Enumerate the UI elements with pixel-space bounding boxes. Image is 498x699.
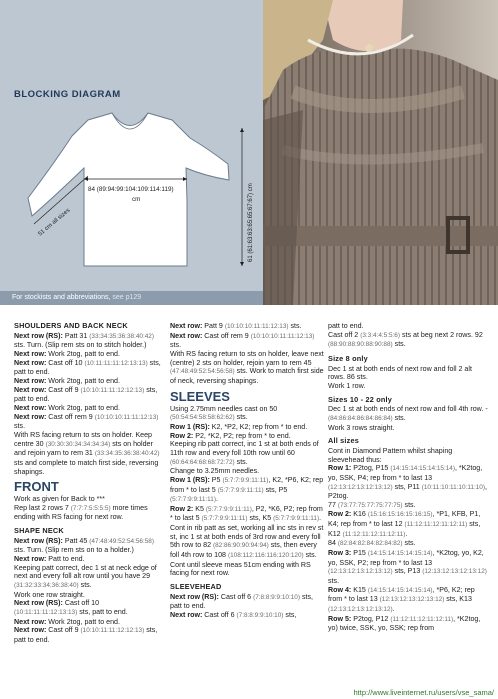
instruction-text: Change to 3.25mm needles.: [170, 467, 260, 476]
instruction-text: sts, K5: [247, 514, 274, 523]
bust-unit: cm: [132, 196, 141, 203]
caption-text: For stockists and abbreviations,: [12, 294, 111, 301]
size-figures: (11:12:11:12:11:12:11): [404, 521, 468, 529]
instruction-line: [14, 564, 164, 591]
size-figures: (10:11:11:11:12:13:13): [84, 359, 148, 367]
row-label: Next row:: [170, 611, 203, 620]
instruction-line: [170, 611, 324, 621]
instruction-line: [14, 350, 164, 359]
row-label: Next row:: [14, 376, 47, 385]
instruction-line: [328, 464, 488, 501]
instruction-text: Work 2tog, patt to end.: [46, 617, 120, 626]
instruction-text: Cast off rem 9: [46, 412, 95, 421]
instruction-text: Patt to end.: [46, 555, 85, 564]
instruction-text: P2, *K2, P2; rep from * to end.: [193, 431, 291, 440]
size-figures: (12:13:12:13:12:13:12): [328, 483, 393, 491]
row-label: Next row:: [14, 385, 47, 394]
row-label: Row 5:: [328, 614, 352, 623]
length-measure: 61 (61:63:63:65:65:67:67) cm: [248, 183, 254, 262]
stockists-caption: [0, 291, 263, 305]
row-label: Next row:: [14, 403, 47, 412]
row-label: Next row:: [170, 331, 203, 340]
instruction-text: P5: [209, 475, 223, 484]
instruction-text: P2tog, P12: [351, 614, 391, 623]
instruction-text: sts.: [328, 577, 340, 586]
sweater-diagram: [0, 0, 263, 291]
size-figures: (47:48:49:52:54:56:58): [89, 537, 154, 545]
instruction-line: [14, 504, 164, 522]
size-figures: (5:7:7:9:9:11:11): [201, 515, 248, 523]
instruction-line: [328, 501, 488, 511]
size-figures: (14:15:14:15:14:15:14): [390, 465, 455, 473]
instruction-line: [328, 586, 488, 615]
row-label: Next row:: [14, 349, 47, 358]
instruction-text: , P2, *K6, P2; rep from * to last 5: [170, 504, 323, 523]
instruction-text: .: [319, 514, 322, 523]
size-figures: (12:13:12:13:12:13:12): [328, 606, 393, 614]
instruction-text: sts, then every foll 4th row to 108: [170, 541, 317, 560]
instruction-line: [328, 405, 488, 423]
instruction-text: K5: [193, 504, 206, 513]
row-label: Next row (RS):: [170, 592, 219, 601]
size-figures: (7:8:8:9:9:10:10): [236, 612, 284, 620]
instruction-text: sts.: [234, 457, 248, 466]
instruction-text: Work one row straight.: [14, 590, 85, 599]
instruction-line: [14, 537, 164, 555]
instruction-text: , *K2tog, yo) twice, SSK, yo, SSK; rep from: [328, 614, 481, 633]
instruction-line: [14, 332, 164, 350]
size-figures: (82:86:90:90:94:94): [212, 542, 269, 550]
size-figures: (14:15:14:15:14:15:14): [367, 550, 433, 558]
instruction-line: [170, 593, 324, 611]
row-label: Row 4:: [328, 585, 352, 594]
size-figures: (47:48:49:52:54:56:58): [170, 368, 235, 376]
size-figures: (50:54:54:58:58:62:62): [170, 414, 235, 422]
instruction-line: [14, 377, 164, 386]
instruction-text: patt to end.: [328, 322, 364, 330]
instruction-text: Work 2tog, patt to end.: [46, 403, 120, 412]
instruction-text: sts on holder and rejoin yarn to rem 31: [14, 439, 153, 458]
row-label: Row 2:: [170, 504, 194, 513]
size-figures: (10:10:10:11:11:12:13): [250, 332, 315, 340]
size-figures: (10:10:10:11:11:12:13): [224, 323, 289, 330]
instruction-text: .: [215, 495, 218, 504]
instruction-line: [328, 615, 488, 633]
instruction-text: Patt 9: [202, 322, 225, 330]
instruction-line: [328, 549, 488, 586]
size-figures: (82:84:82:84:82:84:82): [337, 540, 403, 548]
size-figures: (108:112:116:116:120:120): [227, 552, 304, 560]
size-figures: (60:64:64:68:68:72:72): [170, 458, 235, 466]
instruction-text: Work as given for Back to ***: [14, 495, 105, 504]
instruction-line: [170, 505, 324, 524]
size-figures: (15:16:15:16:15:16:15): [367, 511, 433, 519]
instruction-text: sts, P13: [392, 567, 423, 576]
instructions-column-1: [14, 322, 164, 645]
instruction-text: K16: [351, 510, 368, 519]
instruction-line: [170, 322, 324, 332]
row-label: Row 2:: [328, 510, 352, 519]
instruction-text: Work 2tog, patt to end.: [46, 349, 120, 358]
instruction-text: Patt 45: [62, 536, 90, 545]
size-figures: (30:30:30:34:34:34:34): [45, 440, 111, 448]
instruction-text: Work 1 row.: [328, 381, 366, 390]
instruction-text: sts.: [402, 500, 416, 509]
size-figures: (3:3:4:4:5:5:6): [360, 331, 400, 339]
sleeve-measure: 51 cm all sizes: [37, 207, 72, 238]
size-figures: (10:11:10:11:10:11:10): [421, 483, 485, 491]
instruction-line: [328, 447, 488, 464]
row-label: Next row (RS):: [14, 599, 63, 608]
instruction-text: P2tog, P15: [351, 464, 391, 473]
instruction-line: [328, 539, 488, 549]
instruction-line: [328, 331, 488, 350]
instruction-text: Cast off 9: [46, 626, 81, 635]
diagram-title: BLOCKING DIAGRAM: [14, 89, 121, 100]
size-figures: (5:7:7:9:9:11:11): [222, 476, 269, 484]
instruction-line: [14, 413, 164, 431]
row-label: Row 1:: [328, 464, 352, 473]
instruction-line: [328, 382, 488, 391]
section-heading: Sizes 10 - 22 only: [328, 394, 393, 404]
size-figures: (12:13:12:13:12:13:12): [422, 568, 487, 576]
size-figures: (7:7:7:5:5:5:5): [70, 504, 111, 512]
instruction-text: K15: [351, 585, 368, 594]
instruction-text: sts.: [234, 413, 248, 422]
instruction-text: sts. Turn. (Slip rem sts on to a holder.): [14, 546, 134, 555]
instruction-text: , K2, *P6, K2; rep from * to last 5: [170, 475, 324, 494]
instruction-line: [170, 332, 324, 350]
size-figures: (5:7:7:9:9:11:11): [170, 496, 216, 504]
instruction-line: [170, 524, 324, 561]
size-figures: (33:34:35:36:38:40:42): [89, 332, 154, 340]
instruction-line: [328, 322, 488, 331]
instruction-text: Cast off 6: [218, 592, 254, 601]
instruction-text: , *K2tog, yo, SSK, P4; rep from * to last 13: [328, 464, 483, 482]
instruction-line: [14, 618, 164, 627]
instruction-line: [328, 365, 488, 382]
instruction-text: Patt 31: [62, 331, 90, 340]
instruction-text: Keeping patt correct, dec 1 st at neck edge of next and every foll alt row until you have 29: [14, 563, 157, 581]
instruction-line: [14, 359, 164, 377]
size-figures: (11:12:11:12:11:12:11): [390, 615, 454, 623]
instruction-line: [14, 431, 164, 476]
section-heading: SHAPE NECK: [14, 526, 64, 536]
instruction-line: [170, 432, 324, 441]
size-figures: (5:7:7:9:9:11:11): [217, 486, 264, 494]
row-label: Next row (RS):: [14, 331, 63, 340]
instruction-text: Using 2.75mm needles cast on 50: [170, 404, 278, 413]
instruction-line: [170, 467, 324, 476]
instruction-text: Rep last 2 rows 7: [14, 503, 71, 512]
section-heading: FRONT: [14, 479, 59, 495]
instruction-line: [14, 626, 164, 644]
instruction-text: sts, patt to end.: [14, 626, 158, 644]
instruction-text: sts,: [283, 611, 297, 620]
size-figures: (11:12:11:12:11:12:11): [342, 530, 406, 538]
instruction-line: [14, 404, 164, 413]
bust-measure: 84 (89:94:99:104:109:114:119): [88, 186, 174, 193]
instruction-text: Cast off 10: [62, 599, 100, 608]
row-label: Next row (RS):: [14, 536, 63, 545]
row-label: Next row:: [170, 322, 203, 330]
instruction-text: Dec 1 st at both ends of next row and foll 4th row. -: [328, 405, 488, 414]
instruction-text: .: [405, 529, 408, 538]
blocking-diagram-panel: [0, 0, 263, 305]
instruction-text: Work 3 rows straight.: [328, 423, 395, 432]
section-heading: SHOULDERS AND BACK NECK: [14, 321, 128, 330]
instruction-text: sts and complete to match first side, reversing shapings.: [14, 458, 159, 476]
size-figures: (5:7:7:9:9:11:11): [273, 515, 320, 523]
instruction-line: [170, 440, 324, 467]
size-figures: (5:7:7:9:9:11:11): [205, 505, 252, 513]
instruction-text: sts, K13: [444, 595, 472, 604]
instruction-text: , *K2tog, yo, K2, yo, SSK, P2; rep from * to last 13: [328, 549, 484, 567]
top-section: [0, 0, 498, 305]
instructions-column-3: [328, 322, 488, 633]
section-heading: Size 8 only: [328, 353, 368, 363]
instruction-line: [170, 476, 324, 505]
instruction-text: Cast off 9: [46, 385, 81, 394]
instruction-text: Dec 1 st at both ends of next row and foll 2 alt rows. 86 sts.: [328, 364, 472, 382]
instructions-column-2: [170, 322, 324, 621]
row-label: Next row:: [14, 626, 47, 635]
size-figures: (12:13:12:13:12:13:12): [379, 596, 445, 604]
section-heading: All sizes: [328, 436, 360, 446]
row-label: Row 1 (RS):: [170, 475, 210, 484]
instruction-line: [170, 423, 324, 432]
row-label: Next row:: [14, 555, 47, 564]
row-label: Row 1 (RS):: [170, 422, 210, 431]
model-photo: [263, 0, 498, 305]
size-figures: (33:34:35:36:38:40:42): [94, 450, 160, 458]
instruction-text: , *P6, K2; rep from * to last 13: [328, 585, 475, 604]
instruction-text: sts, K12: [328, 520, 481, 538]
size-figures: (31:32:33:34:36:38:40): [14, 582, 79, 590]
instruction-text: sts.: [402, 539, 416, 548]
row-label: Next row:: [14, 358, 47, 367]
size-figures: (10:10:11:11:12:12:13): [80, 627, 145, 635]
instruction-text: 84: [328, 539, 338, 548]
instruction-line: [170, 405, 324, 423]
instruction-line: [14, 386, 164, 404]
instruction-text: sts, P5: [263, 485, 288, 494]
instruction-text: 77: [328, 500, 338, 509]
instruction-text: Cont until sleeve meas 51cm ending with RS facing for next row.: [170, 560, 311, 578]
instruction-line: [328, 424, 488, 433]
size-figures: (14:15:14:15:14:15:14): [367, 586, 433, 594]
row-label: Row 2:: [170, 431, 194, 440]
instruction-text: With RS facing return to sts on holder. Keep centre 30: [14, 430, 153, 448]
instruction-text: sts. Work to match first side of neck, reversing shapings.: [170, 367, 324, 385]
instruction-text: sts.: [303, 551, 317, 560]
watermark: http://www.liveinternet.ru/users/vse_sama/: [353, 688, 494, 697]
instruction-text: Cast off rem 9: [202, 331, 251, 340]
instruction-text: With RS facing return to sts on holder, leave next (centre) 2 sts on holder, rejoin yarn to rem 45: [170, 349, 324, 367]
instruction-text: sts.: [392, 340, 406, 349]
instruction-text: Cont in rib patt as set, working all inc sts in rev st st, inc 1 st at both ends of 3rd row and every foll 5th row to 82: [170, 524, 324, 550]
row-label: Row 3:: [328, 549, 352, 558]
instruction-text: , P2tog.: [328, 482, 487, 501]
instruction-text: .: [392, 605, 395, 614]
instruction-text: , *P1, KFB, P1, K4; rep from * to last 12: [328, 510, 481, 529]
instruction-text: Cont in Diamond Pattern whilst shaping sleevehead thus:: [328, 446, 453, 464]
instruction-text: Cast off 6: [202, 611, 237, 620]
size-figures: (12:13:12:13:12:13:12): [328, 568, 393, 576]
size-figures: (84:86:84:86:84:86:84): [328, 414, 393, 422]
instruction-text: sts.: [14, 422, 26, 431]
instruction-text: sts.: [288, 322, 302, 330]
size-figures: (88:90:88:90:88:90:88): [328, 341, 393, 349]
instruction-line: [14, 555, 164, 564]
size-figures: (73:77:75:77:75:77:75): [337, 501, 403, 509]
instruction-text: sts. Turn. (Slip rem sts on to stitch holder.): [14, 341, 147, 350]
section-heading: SLEEVES: [170, 388, 230, 404]
instruction-text: Cast off 2: [328, 330, 361, 339]
row-label: Next row:: [14, 617, 47, 626]
instruction-text: more times ending with RS facing for next row.: [14, 503, 148, 522]
instruction-text: P15: [351, 549, 368, 558]
instruction-text: sts, patt to end.: [170, 592, 313, 611]
instruction-text: sts, patt to end.: [14, 385, 158, 404]
instruction-line: [328, 510, 488, 539]
instruction-line: [170, 350, 324, 386]
instruction-text: sts, patt to end.: [77, 608, 128, 617]
instruction-line: [170, 561, 324, 578]
instruction-text: sts.: [170, 341, 182, 350]
instruction-text: K2, *P2, K2; rep from * to end.: [209, 422, 308, 431]
instruction-text: sts.: [392, 413, 406, 422]
instruction-text: sts, P11: [392, 482, 422, 491]
instruction-text: sts, patt to end.: [14, 358, 161, 377]
instruction-line: [14, 599, 164, 617]
instruction-text: sts.: [78, 581, 92, 590]
instruction-text: Cast off 10: [46, 358, 85, 367]
size-figures: (7:8:8:9:9:10:10): [253, 593, 300, 601]
section-heading: SLEEVEHEAD: [170, 582, 222, 592]
caption-page-ref: see p129: [112, 294, 142, 301]
instruction-text: Keeping rib patt correct, inc 1 st at both ends of 11th row and every foll 10th row until 60: [170, 440, 319, 457]
instruction-line: [14, 495, 164, 504]
instruction-text: Work 2tog, patt to end.: [46, 376, 120, 385]
size-figures: (10:10:11:11:12:12:13): [80, 386, 145, 394]
instruction-line: [14, 591, 164, 600]
size-figures: (10:11:11:11:12:13:13): [14, 609, 78, 617]
size-figures: (10:10:10:11:11:12:13): [94, 413, 159, 421]
row-label: Next row:: [14, 412, 47, 421]
instruction-text: sts at beg next 2 rows. 92: [400, 330, 483, 339]
